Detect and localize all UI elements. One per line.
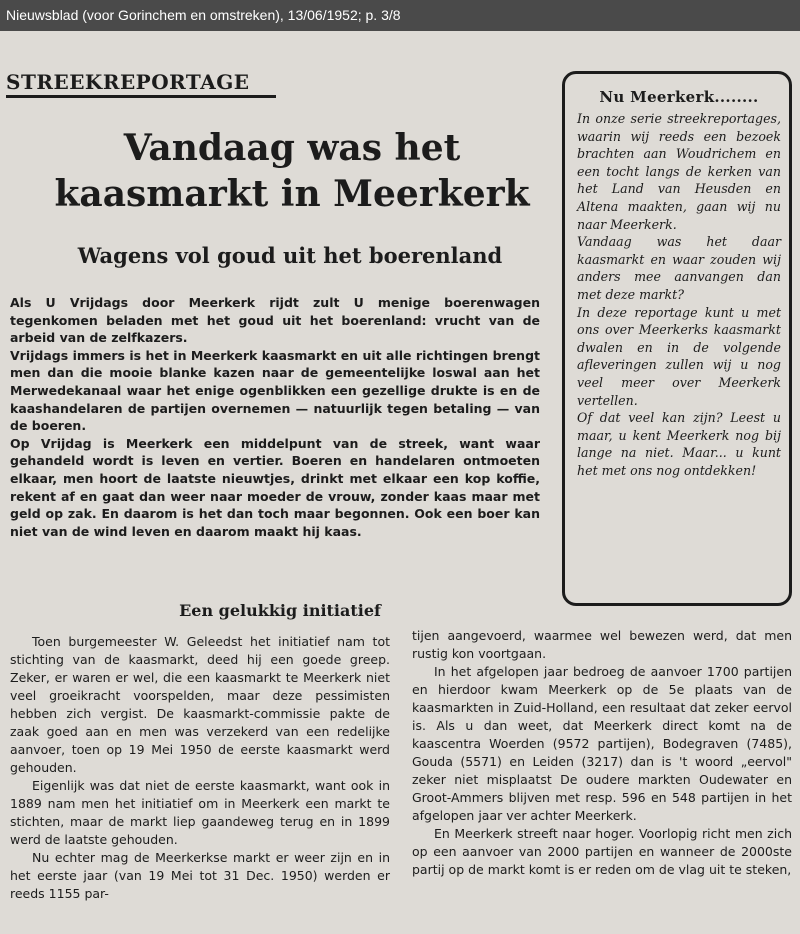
headline-line-1: Vandaag was het	[123, 127, 461, 169]
sidebox-paragraph: In onze serie streekreportages, waarin wij reeds een bezoek brachten aan Woudrichem en een tocht langs de kerken van het Land van Heusden en Altena maakten, gaan wij nu naar Meerkerk.	[577, 111, 781, 232]
article-intro	[10, 294, 540, 540]
sidebox-paragraph: Of dat veel kan zijn? Leest u maar, u kent Meerkerk nog bij lange na niet. Maar... u kunt het met ons nog ontdekken!	[577, 410, 781, 478]
article-subhead: Wagens vol goud uit het boerenland	[77, 243, 503, 268]
column-paragraph: Eigenlijk was dat niet de eerste kaasmarkt, want ook in 1889 nam men het initiatief om in Meerkerk een markt te stichten, maar de markt liep gaandeweg terug en in 1899 werd de laatste gehouden.	[10, 778, 390, 847]
sidebox-body	[577, 110, 781, 479]
article-headline	[22, 125, 562, 217]
page-title-bar	[0, 0, 800, 31]
page-title: Nieuwsblad (voor Gorinchem en omstreken), 13/06/1952; p. 3/8	[6, 7, 401, 23]
sidebox-title: Nu Meerkerk........	[599, 88, 759, 106]
intro-paragraph: Vrijdags immers is het in Meerkerk kaasmarkt en uit alle richtingen brengt men dan die mooie blanke kazen naar de gemeentelijke loswal aan het Merwedekanaal waar het enige ogenblikken een gezellige drukte is en de kaashandelaren de partijen overnemen — natuurlijk tegen betaling — van de boeren.	[10, 347, 540, 434]
intro-paragraph: Op Vrijdag is Meerkerk een middelpunt van de streek, want waar gehandeld wordt is leven en vertier. Boeren en handelaren ontmoeten elkaar, men hoort de laatste nieuwtjes, drinkt met elkaar een kop koffie, rekent af en gaat dan weer naar moeder de vrouw, zonder kaas maar met geld op zak. En daarom is het dan toch maar begonnen. Ook een boer kan niet van de wind leven en daarom maakt hij kaas.	[10, 435, 540, 539]
newspaper-page	[0, 31, 800, 934]
article-column-right	[412, 627, 792, 879]
sidebox-paragraph: In deze reportage kunt u met ons over Meerkerks kaasmarkt dwalen en in de volgende afleveringen zullen wij u nog veel meer over Meerkerk vertellen.	[577, 304, 781, 408]
headline-line-2: kaasmarkt in Meerkerk	[54, 173, 530, 215]
section-heading: Een gelukkig initiatief	[179, 601, 381, 620]
column-paragraph: Nu echter mag de Meerkerkse markt er weer zijn en in het eerste jaar (van 19 Mei tot 31 Dec. 1950) werden er reeds 1155 par-	[10, 850, 390, 901]
intro-paragraph: Als U Vrijdags door Meerkerk rijdt zult U menige boerenwagen tegenkomen beladen met het goud uit het boerenland: vrucht van de arbeid van de zelfkazers.	[10, 295, 540, 346]
sidebox-paragraph: Vandaag was het daar kaasmarkt en waar zouden wij anders mee aanvangen dan met deze markt?	[577, 234, 781, 302]
column-paragraph: In het afgelopen jaar bedroeg de aanvoer 1700 partijen en hierdoor kwam Meerkerk op de 5e plaats van de kaasmarkten in Zuid-Holland, een resultaat dat zeker eervol is. Als u dan weet, dat Meerkerk direct komt na de kaascentra Woerden (9572 partijen), Bodegraven (7485), Gouda (5571) en Leiden (3217) dan is 't woord „eervol" zeker niet misplaatst De oudere markten Oudewater en Groot-Ammers blijven met resp. 596 en 548 partijen in het afgelopen jaar ver achter Meerkerk.	[412, 664, 792, 823]
article-column-left	[10, 633, 390, 903]
column-paragraph: Toen burgemeester W. Geleedst het initiatief nam tot stichting van de kaasmarkt, deed hij een goede greep. Zeker, er waren er wel, die een kaasmarkt te Meerkerk niet veel groeikracht voorspelden, maar deze pessimisten hebben zich vergist. De kaasmarkt-commissie pakte de zaak goed aan en men was verzekerd van een redelijke aanvoer, toen op 19 Mei 1950 de eerste kaasmarkt werd gehouden.	[10, 634, 390, 775]
column-paragraph: En Meerkerk streeft naar hoger. Voorlopig richt men zich op een aanvoer van 2000 partijen en wanneer de 2000ste partij op de markt komt is er reden om de vlag uit te steken,	[412, 826, 792, 877]
column-paragraph-continued: tijen aangevoerd, waarmee wel bewezen werd, dat men rustig kon voortgaan.	[412, 628, 792, 661]
section-kicker: STREEKREPORTAGE	[6, 70, 276, 98]
series-sidebox	[562, 71, 792, 606]
